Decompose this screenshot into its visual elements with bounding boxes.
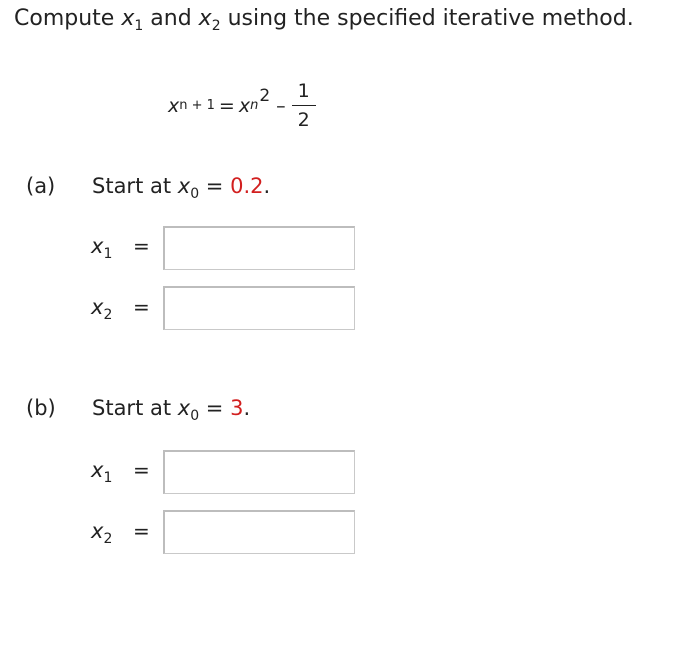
- part-a-period: .: [263, 174, 271, 198]
- part-b-x2-label: [91, 519, 113, 547]
- formula-lhs-var: x: [168, 95, 180, 117]
- prompt-var-x2: x: [198, 6, 212, 31]
- part-a-x2-equals: =: [133, 295, 150, 319]
- part-a-start-value: 0.2: [230, 174, 264, 198]
- part-b-start-value: 3: [230, 396, 244, 420]
- formula-minus: –: [276, 95, 286, 117]
- part-b-x1-var: x: [91, 458, 104, 482]
- part-a-var-subscript: 0: [190, 186, 200, 202]
- fraction-numerator: 1: [297, 79, 310, 102]
- prompt-var-x1: x: [121, 6, 135, 31]
- formula-equals: =: [218, 95, 235, 117]
- prompt-text-before: Compute: [14, 6, 122, 31]
- part-b-var-subscript: 0: [190, 408, 200, 424]
- part-a-x1-equals: =: [133, 234, 150, 258]
- iteration-formula: x n + 1 = x n 2 – $\frac{1}{2}$: [168, 68, 316, 144]
- part-b-eq: =: [199, 396, 231, 420]
- part-b-label: (b): [26, 396, 56, 420]
- prompt-text-after: using the specified iterative method.: [220, 6, 634, 31]
- part-a-x2-var: x: [91, 295, 104, 319]
- problem-prompt: [14, 6, 634, 34]
- part-b-x2-var: x: [91, 519, 104, 543]
- part-a-label: (a): [26, 174, 56, 198]
- part-a-x1-input[interactable]: [163, 226, 355, 270]
- fraction-denominator: 2: [297, 109, 310, 132]
- part-a-start-condition: [92, 174, 271, 202]
- prompt-var-x2-subscript: 2: [211, 18, 221, 34]
- part-b-x2-input[interactable]: [163, 510, 355, 554]
- formula-rhs-var: x: [238, 95, 251, 117]
- part-b-start-text: Start at: [92, 396, 178, 420]
- formula-fraction: [292, 79, 316, 132]
- part-b-x2-equals: =: [133, 519, 150, 543]
- part-a-x1-subscript: 1: [103, 246, 113, 262]
- part-a-x2-label: [91, 295, 113, 323]
- part-a-eq: =: [199, 174, 231, 198]
- part-b-x1-equals: =: [133, 458, 150, 482]
- part-b-x2-subscript: 2: [103, 531, 113, 547]
- prompt-var-x1-subscript: 1: [134, 18, 144, 34]
- part-b-var: x: [177, 396, 191, 420]
- part-a-var: x: [177, 174, 191, 198]
- part-a-x1-var: x: [91, 234, 104, 258]
- part-b-start-condition: [92, 396, 251, 424]
- part-b-x1-label: [91, 458, 113, 486]
- part-b-x1-input[interactable]: [163, 450, 355, 494]
- part-a-start-text: Start at: [92, 174, 178, 198]
- formula-exponent: 2: [259, 86, 271, 106]
- part-a-x1-label: [91, 234, 113, 262]
- prompt-text-and: and: [143, 6, 199, 31]
- part-b-period: .: [243, 396, 251, 420]
- part-a-x2-subscript: 2: [103, 307, 113, 323]
- part-a-x2-input[interactable]: [163, 286, 355, 330]
- part-b-x1-subscript: 1: [103, 470, 113, 486]
